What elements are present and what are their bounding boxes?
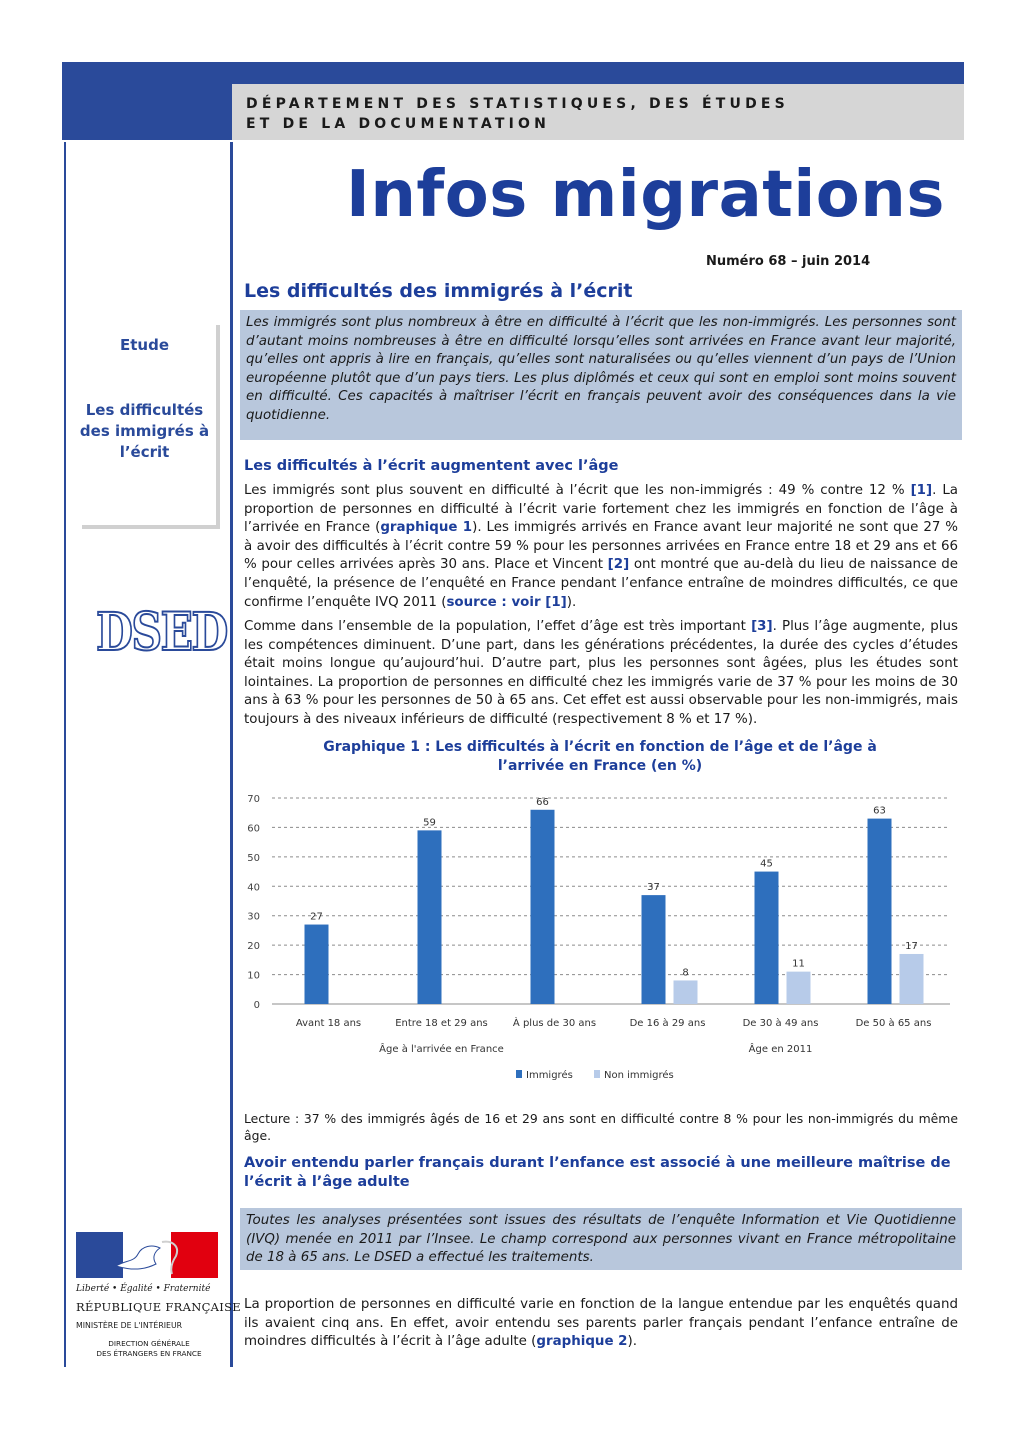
data-label: 37 — [647, 882, 660, 894]
x-tick-label: De 16 à 29 ans — [629, 1018, 706, 1029]
header-top-bar — [62, 62, 964, 84]
header-band-left-block — [62, 84, 232, 140]
article-title: Les difficultés des immigrés à l’écrit — [244, 280, 633, 302]
group-label: Âge en 2011 — [748, 1044, 813, 1055]
chart-caption — [290, 738, 910, 776]
ministry-name: MINISTÈRE DE L'INTÉRIEUR — [76, 1321, 183, 1330]
sidebar-title-line: Les difficultés — [85, 401, 204, 419]
x-tick-label: À plus de 30 ans — [512, 1018, 597, 1029]
x-tick-label: Entre 18 et 29 ans — [395, 1018, 488, 1029]
reference-link[interactable]: [3] — [751, 619, 773, 634]
x-tick-label: De 50 à 65 ans — [855, 1018, 932, 1029]
data-label: 8 — [682, 967, 689, 979]
sidebar-divider — [230, 142, 233, 1367]
data-label: 17 — [905, 940, 918, 952]
bar-non-immigres — [674, 980, 698, 1004]
bar-immigres — [418, 830, 442, 1004]
data-label: 11 — [792, 958, 805, 970]
legend-swatch-non-immigres — [594, 1070, 600, 1078]
y-tick-label: 30 — [247, 911, 260, 923]
publication-title: Infos migrations — [346, 158, 945, 232]
issue-number: Numéro 68 – juin 2014 — [706, 254, 871, 269]
data-label: 63 — [873, 805, 886, 817]
legend-swatch-immigres — [516, 1070, 522, 1078]
group-label: Âge à l'arrivée en France — [379, 1044, 504, 1055]
sidebar-title-line: l’écrit — [119, 443, 170, 461]
paragraph-3: La proportion de personnes en difficulté varie en fonction de la langue entendue par les enquêtés quand ils avaient cinq ans. En effet, avoir entendu ses parents parler français pendant l’enfance entraîne de moindres difficultés à l’écrit à l’âge adulte (graphique 2). — [244, 1297, 958, 1350]
data-label: 45 — [760, 858, 773, 870]
bar-immigres — [642, 895, 666, 1004]
direction-line: DES ÉTRANGERS EN FRANCE — [96, 1348, 202, 1358]
republic-name: RÉPUBLIQUE FRANÇAISE — [76, 1300, 242, 1314]
bar-non-immigres — [900, 954, 924, 1004]
bar-immigres — [305, 925, 329, 1004]
abstract-box: Les immigrés sont plus nombreux à être en difficulté à l’écrit que les non-immigrés. Les personnes sont d’autant moins nombreuses à être en difficulté lorsqu’elles sont arrivées en France avant leur majorité, qu’elles ont appris à lire en français, qu’elles sont naturalisées ou qu’elles viennent d’un pays de l’Union européenne plutôt que d’un pays tiers. Les plus diplômés et ceux qui sont en emploi sont moins souvent en difficulté. Ces capacités à maîtriser l’écrit en français peuvent avoir des conséquences dans la vie quotidienne. — [240, 310, 962, 440]
department-name — [246, 94, 789, 134]
direction-line: DIRECTION GÉNÉRALE — [108, 1339, 190, 1348]
dsed-logo: DSED — [96, 602, 227, 663]
paragraph-1: Les immigrés sont plus souvent en difficulté à l’écrit que les non-immigrés : 49 % contre 12 % [1]. La proportion de personnes en difficulté à l’écrit varie fortement chez les immigrés en fonction de l’âge à l’arrivée en France (graphique 1). Les immigrés arrivés en France avant leur majorité ne sont que 27 % à avoir des difficultés à l’écrit contre 59 % pour les personnes arrivées en France entre 18 et 29 ans et 66 % pour celles arrivées après 30 ans. Place et Vincent [2] ont montré que au-delà du lieu de naissance de l’enquêté, la présence de l’enquêté en France pendant l’enfance entraîne de moindres difficultés, ce que confirme l’enquête IVQ 2011 (source : voir [1]). — [244, 483, 958, 610]
reference-link[interactable]: [1] — [910, 483, 933, 498]
direction-name — [76, 1339, 222, 1358]
chart-caption-line: Graphique 1 : Les difficultés à l’écrit en fonction de l’âge et de l’âge à — [323, 739, 877, 755]
reference-link[interactable]: [2] — [607, 557, 630, 573]
y-tick-label: 10 — [247, 970, 260, 982]
graph-reference-link[interactable]: graphique 1 — [380, 520, 473, 536]
graph-reference-link[interactable]: graphique 2 — [536, 1334, 628, 1350]
bar-immigres — [868, 819, 892, 1004]
data-label: 59 — [423, 817, 436, 829]
source-reference-link[interactable]: source : voir [1] — [446, 594, 567, 610]
department-line-2: ET DE LA DOCUMENTATION — [246, 116, 551, 132]
sidebar-title-line: des immigrés à — [79, 422, 210, 440]
bar-immigres — [755, 872, 779, 1004]
data-label: 27 — [310, 911, 323, 923]
chart-caption-line: l’arrivée en France (en %) — [497, 758, 703, 774]
bar-immigres — [531, 810, 555, 1004]
legend-label: Non immigrés — [604, 1070, 674, 1081]
y-tick-label: 50 — [247, 852, 260, 864]
y-tick-label: 40 — [247, 882, 260, 894]
marianne-flag-icon — [76, 1232, 218, 1278]
data-label: 66 — [536, 796, 549, 808]
bar-non-immigres — [787, 972, 811, 1004]
sidebar-category: Etude — [119, 336, 169, 354]
methodology-box: Toutes les analyses présentées sont issues des résultats de l’enquête Information et Vie Quotidienne (IVQ) menée en 2011 par l’Insee. Le champ correspond aux personnes vivant en France métropolitaine de 18 à 65 ans. Le DSED a effectué les traitements. — [240, 1208, 962, 1270]
paragraph-2: Comme dans l’ensemble de la population, l’effet d’âge est très important [3]. Plus l’âge augmente, plus les compétences diminuent. D’une part, dans les générations précédentes, la durée des cycles d’études était moins longue qu’aujourd’hui. D’autre part, plus les personnes sont âgées, plus les études sont lointaines. La proportion de personnes en difficulté chez les immigrés varie de 37 % pour les moins de 30 ans à 63 % pour les personnes de 50 à 65 ans. Cet effet est aussi observable pour les non-immigrés, mais toujours à des niveaux inférieurs de difficulté (respectivement 8 % et 17 %). — [244, 619, 958, 727]
x-tick-label: Avant 18 ans — [295, 1018, 362, 1029]
chart-reading-note: Lecture : 37 % des immigrés âgés de 16 et 29 ans sont en difficulté contre 8 % pour les non-immigrés du même âge. — [244, 1111, 958, 1143]
department-line-1: DÉPARTEMENT DES STATISTIQUES, DES ÉTUDES — [246, 96, 789, 112]
sidebar-title — [72, 400, 217, 463]
y-tick-label: 70 — [247, 794, 260, 805]
legend-label: Immigrés — [526, 1070, 573, 1081]
bar-chart — [232, 790, 962, 1090]
section-heading-2: Avoir entendu parler français durant l’enfance est associé à une meilleure maîtrise de l’écrit à l’âge adulte — [244, 1155, 951, 1190]
x-tick-label: De 30 à 49 ans — [742, 1018, 819, 1029]
y-tick-label: 0 — [253, 1000, 260, 1011]
section-heading-1: Les difficultés à l’écrit augmentent avec l’âge — [244, 458, 619, 474]
sidebar-left-rule — [64, 142, 66, 1367]
y-tick-label: 20 — [247, 941, 260, 953]
republic-motto: Liberté • Égalité • Fraternité — [76, 1284, 211, 1294]
y-tick-label: 60 — [247, 823, 260, 835]
